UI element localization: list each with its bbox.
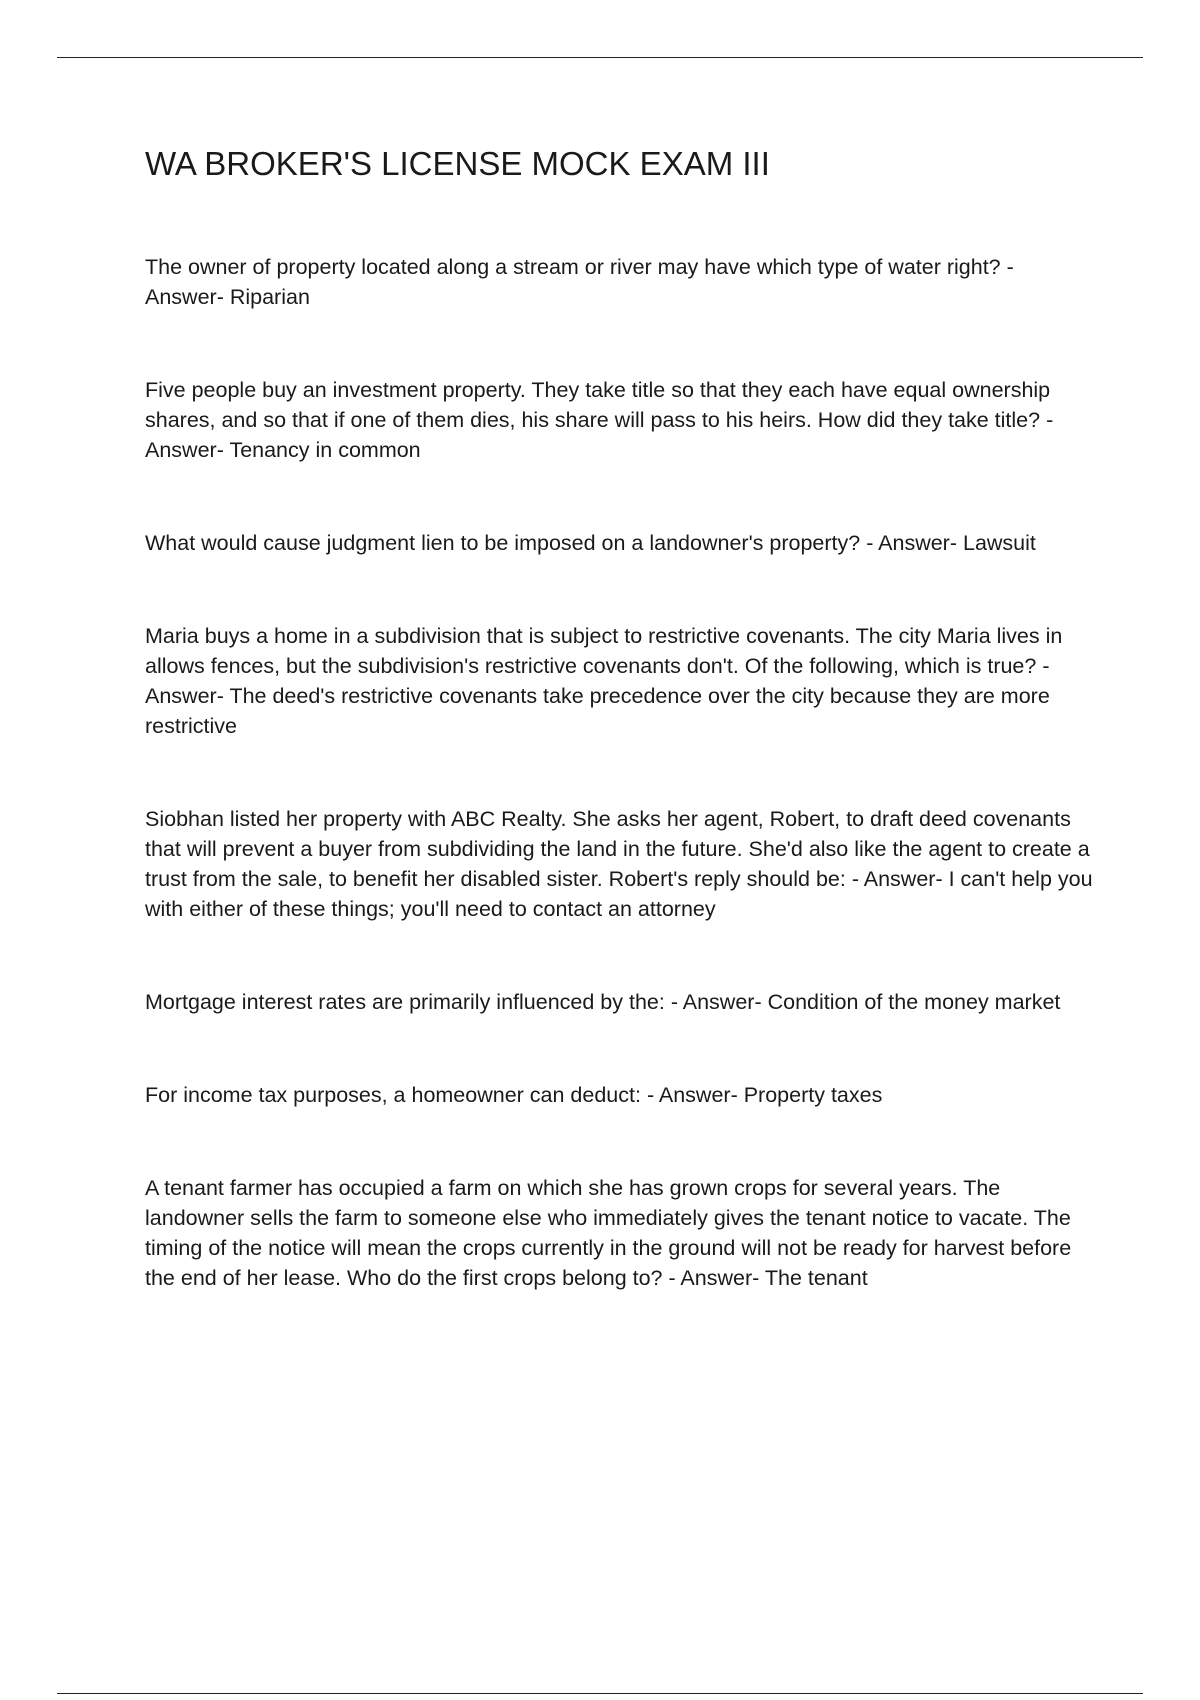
- answer-separator: - Answer-: [640, 1083, 744, 1107]
- question-text: What would cause judgment lien to be imposed on a landowner's property?: [145, 531, 861, 555]
- answer-text: I can't help you with either of these things; you'll need to contact an attorney: [145, 867, 1093, 921]
- page-title: WA BROKER'S LICENSE MOCK EXAM III: [145, 145, 770, 182]
- qa-item: [145, 375, 1095, 465]
- question-text: Maria buys a home in a subdivision that is subject to restrictive covenants. The city Maria lives in allows fences, but the subdivision's restrictive covenants don't. Of the following, which is true?: [145, 624, 1063, 678]
- answer-separator: - Answer-: [845, 867, 949, 891]
- question-text: Siobhan listed her property with ABC Realty. She asks her agent, Robert, to draft deed covenants that will prevent a buyer from subdividing the land in the future. She'd also like the agent to create a trust from the sale, to benefit her disabled sister. Robert's reply should be:: [145, 807, 1090, 891]
- question-text: For income tax purposes, a homeowner can deduct:: [145, 1083, 641, 1107]
- answer-separator: - Answer-: [664, 990, 768, 1014]
- answer-text: Lawsuit: [962, 531, 1036, 555]
- answer-separator: - Answer-: [145, 408, 1054, 462]
- answer-text: Tenancy in common: [229, 438, 421, 462]
- answer-separator: - Answer-: [662, 1266, 765, 1290]
- answer-separator: - Answer-: [145, 654, 1050, 708]
- top-rule: [57, 57, 1143, 58]
- bottom-rule: [57, 1693, 1143, 1694]
- qa-item: [145, 1173, 1095, 1293]
- question-text: The owner of property located along a stream or river may have which type of water right?: [145, 255, 1001, 279]
- answer-separator: - Answer-: [860, 531, 963, 555]
- question-text: A tenant farmer has occupied a farm on which she has grown crops for several years. The landowner sells the farm to someone else who immediately gives the tenant notice to vacate. The timing of the notice will mean the crops currently in the ground will not be ready for harvest before the end of her lease. Who do the first crops belong to?: [145, 1176, 1072, 1290]
- question-text: Mortgage interest rates are primarily influenced by the:: [145, 990, 665, 1014]
- answer-text: Riparian: [229, 285, 310, 309]
- answer-text: Condition of the money market: [767, 990, 1061, 1014]
- question-text: Five people buy an investment property. They take title so that they each have equal ownership shares, and so that if one of them dies, his share will pass to his heirs. How did they take title?: [145, 378, 1051, 432]
- qa-item: [145, 987, 1095, 1017]
- answer-text: Property taxes: [743, 1083, 883, 1107]
- qa-item: [145, 621, 1095, 741]
- qa-item: [145, 804, 1095, 924]
- answer-separator: - Answer-: [145, 255, 1014, 309]
- qa-item: [145, 252, 1095, 312]
- qa-item: [145, 1080, 1095, 1110]
- answer-text: The tenant: [764, 1266, 868, 1290]
- qa-list: [145, 252, 1095, 1293]
- answer-text: The deed's restrictive covenants take precedence over the city because they are more restrictive: [145, 684, 1050, 738]
- qa-item: [145, 528, 1095, 558]
